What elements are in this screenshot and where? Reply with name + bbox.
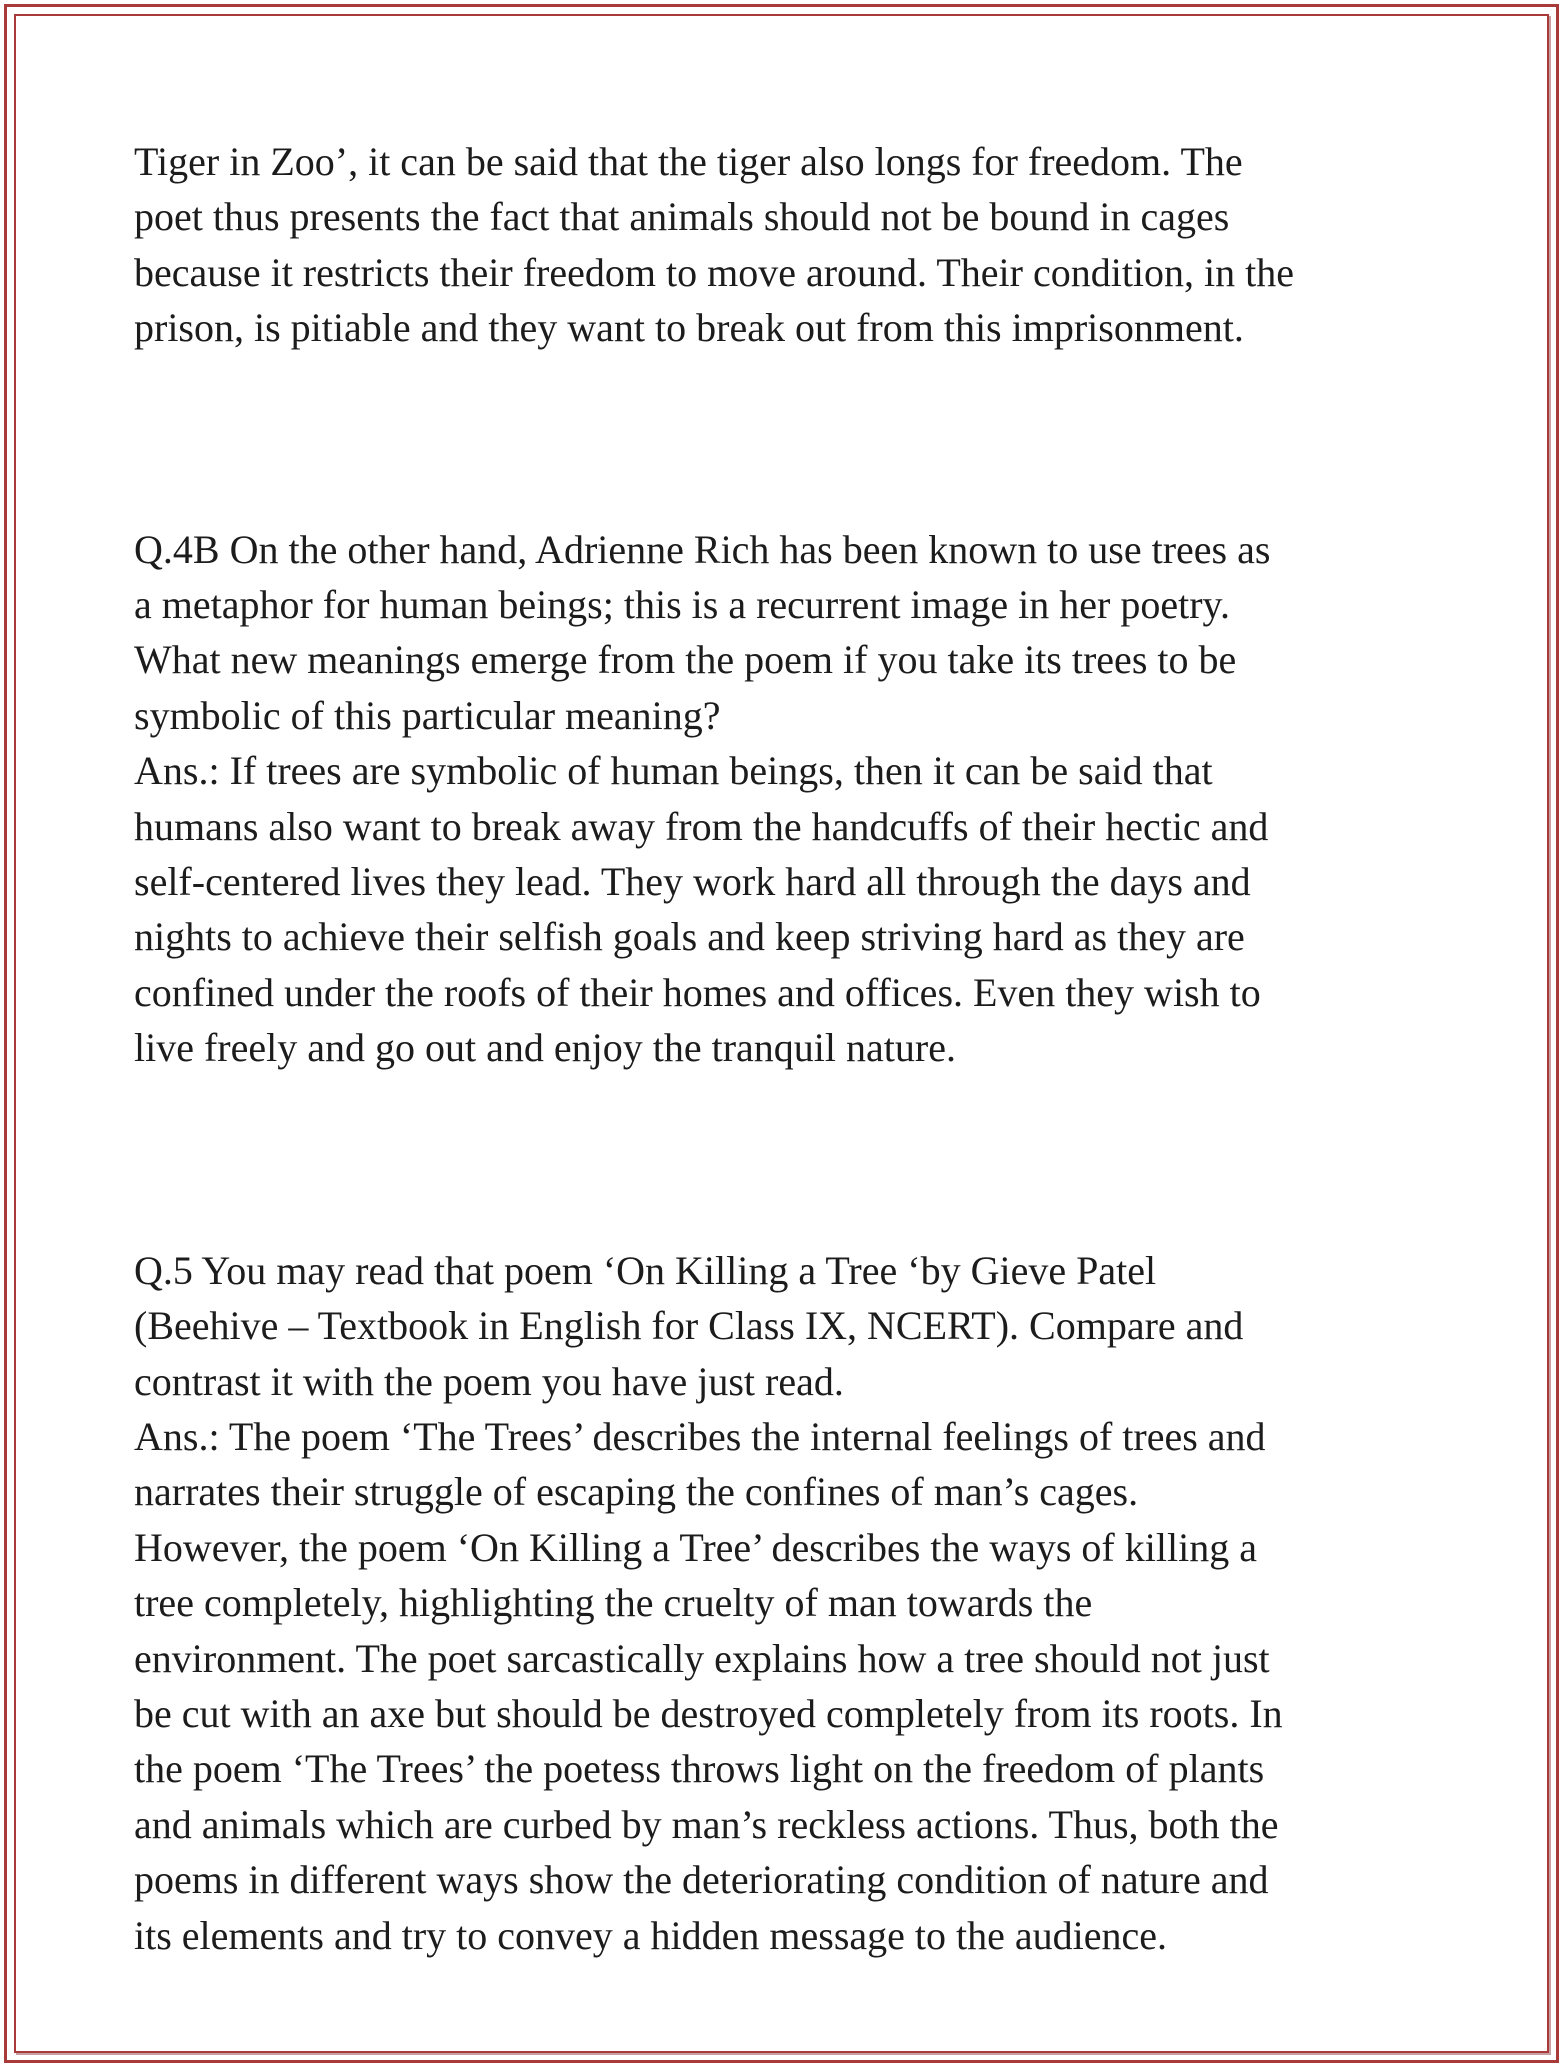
q5-answer-line: However, the poem ‘On Killing a Tree’ describes the ways of killing a [134, 1524, 1257, 1570]
q5-question-line: (Beehive – Textbook in English for Class IX, NCERT). Compare and [134, 1303, 1244, 1349]
intro-line: poet thus presents the fact that animals should not be bound in cages [134, 194, 1230, 240]
q5-question-line: Q.5 You may read that poem ‘On Killing a Tree ‘by Gieve Patel [134, 1247, 1157, 1293]
q4b-answer-line: humans also want to break away from the handcuffs of their hectic and [134, 803, 1269, 849]
q4b-question-line: symbolic of this particular meaning? [134, 692, 721, 738]
q4b-answer-line: self-centered lives they lead. They work hard all through the days and [134, 859, 1251, 905]
q4b-answer-line: Ans.: If trees are symbolic of human beings, then it can be said that [134, 748, 1213, 794]
q4b-question [134, 522, 1454, 744]
q5-question [134, 1243, 1454, 1409]
q5-answer-line: be cut with an axe but should be destroyed completely from its roots. In [134, 1690, 1283, 1736]
intro-line: prison, is pitiable and they want to break out from this imprisonment. [134, 305, 1244, 351]
q5-answer-line: the poem ‘The Trees’ the poetess throws light on the freedom of plants [134, 1746, 1265, 1792]
document-body [134, 134, 1454, 1963]
intro-line: Tiger in Zoo’, it can be said that the tiger also longs for freedom. The [134, 139, 1243, 184]
q5-section [134, 1243, 1454, 1963]
q4b-question-line: Q.4B On the other hand, Adrienne Rich has been known to use trees as [134, 526, 1271, 572]
q5-answer [134, 1409, 1454, 1963]
q5-answer-line: environment. The poet sarcastically explains how a tree should not just [134, 1635, 1270, 1681]
q4b-answer-line: live freely and go out and enjoy the tranquil nature. [134, 1025, 956, 1071]
q4b-answer-line: nights to achieve their selfish goals and keep striving hard as they are [134, 914, 1245, 960]
q5-answer-line: poems in different ways show the deteriorating condition of nature and [134, 1857, 1269, 1903]
q5-answer-line: Ans.: The poem ‘The Trees’ describes the internal feelings of trees and [134, 1413, 1266, 1459]
q4b-section [134, 522, 1454, 1076]
q5-answer-line: its elements and try to convey a hidden message to the audience. [134, 1912, 1168, 1958]
spacer [134, 356, 1454, 522]
q4b-question-line: What new meanings emerge from the poem if you take its trees to be [134, 637, 1237, 683]
q4b-answer [134, 743, 1454, 1075]
intro-line: because it restricts their freedom to move around. Their condition, in the [134, 249, 1295, 295]
q5-answer-line: tree completely, highlighting the cruelty of man towards the [134, 1580, 1093, 1626]
q5-answer-line: narrates their struggle of escaping the confines of man’s cages. [134, 1469, 1139, 1515]
q5-question-line: contrast it with the poem you have just read. [134, 1358, 844, 1404]
q5-answer-line: and animals which are curbed by man’s reckless actions. Thus, both the [134, 1801, 1279, 1847]
q4b-answer-line: confined under the roofs of their homes and offices. Even they wish to [134, 969, 1261, 1015]
spacer [134, 1076, 1454, 1243]
q4b-question-line: a metaphor for human beings; this is a recurrent image in her poetry. [134, 582, 1230, 628]
intro-paragraph [134, 134, 1454, 356]
